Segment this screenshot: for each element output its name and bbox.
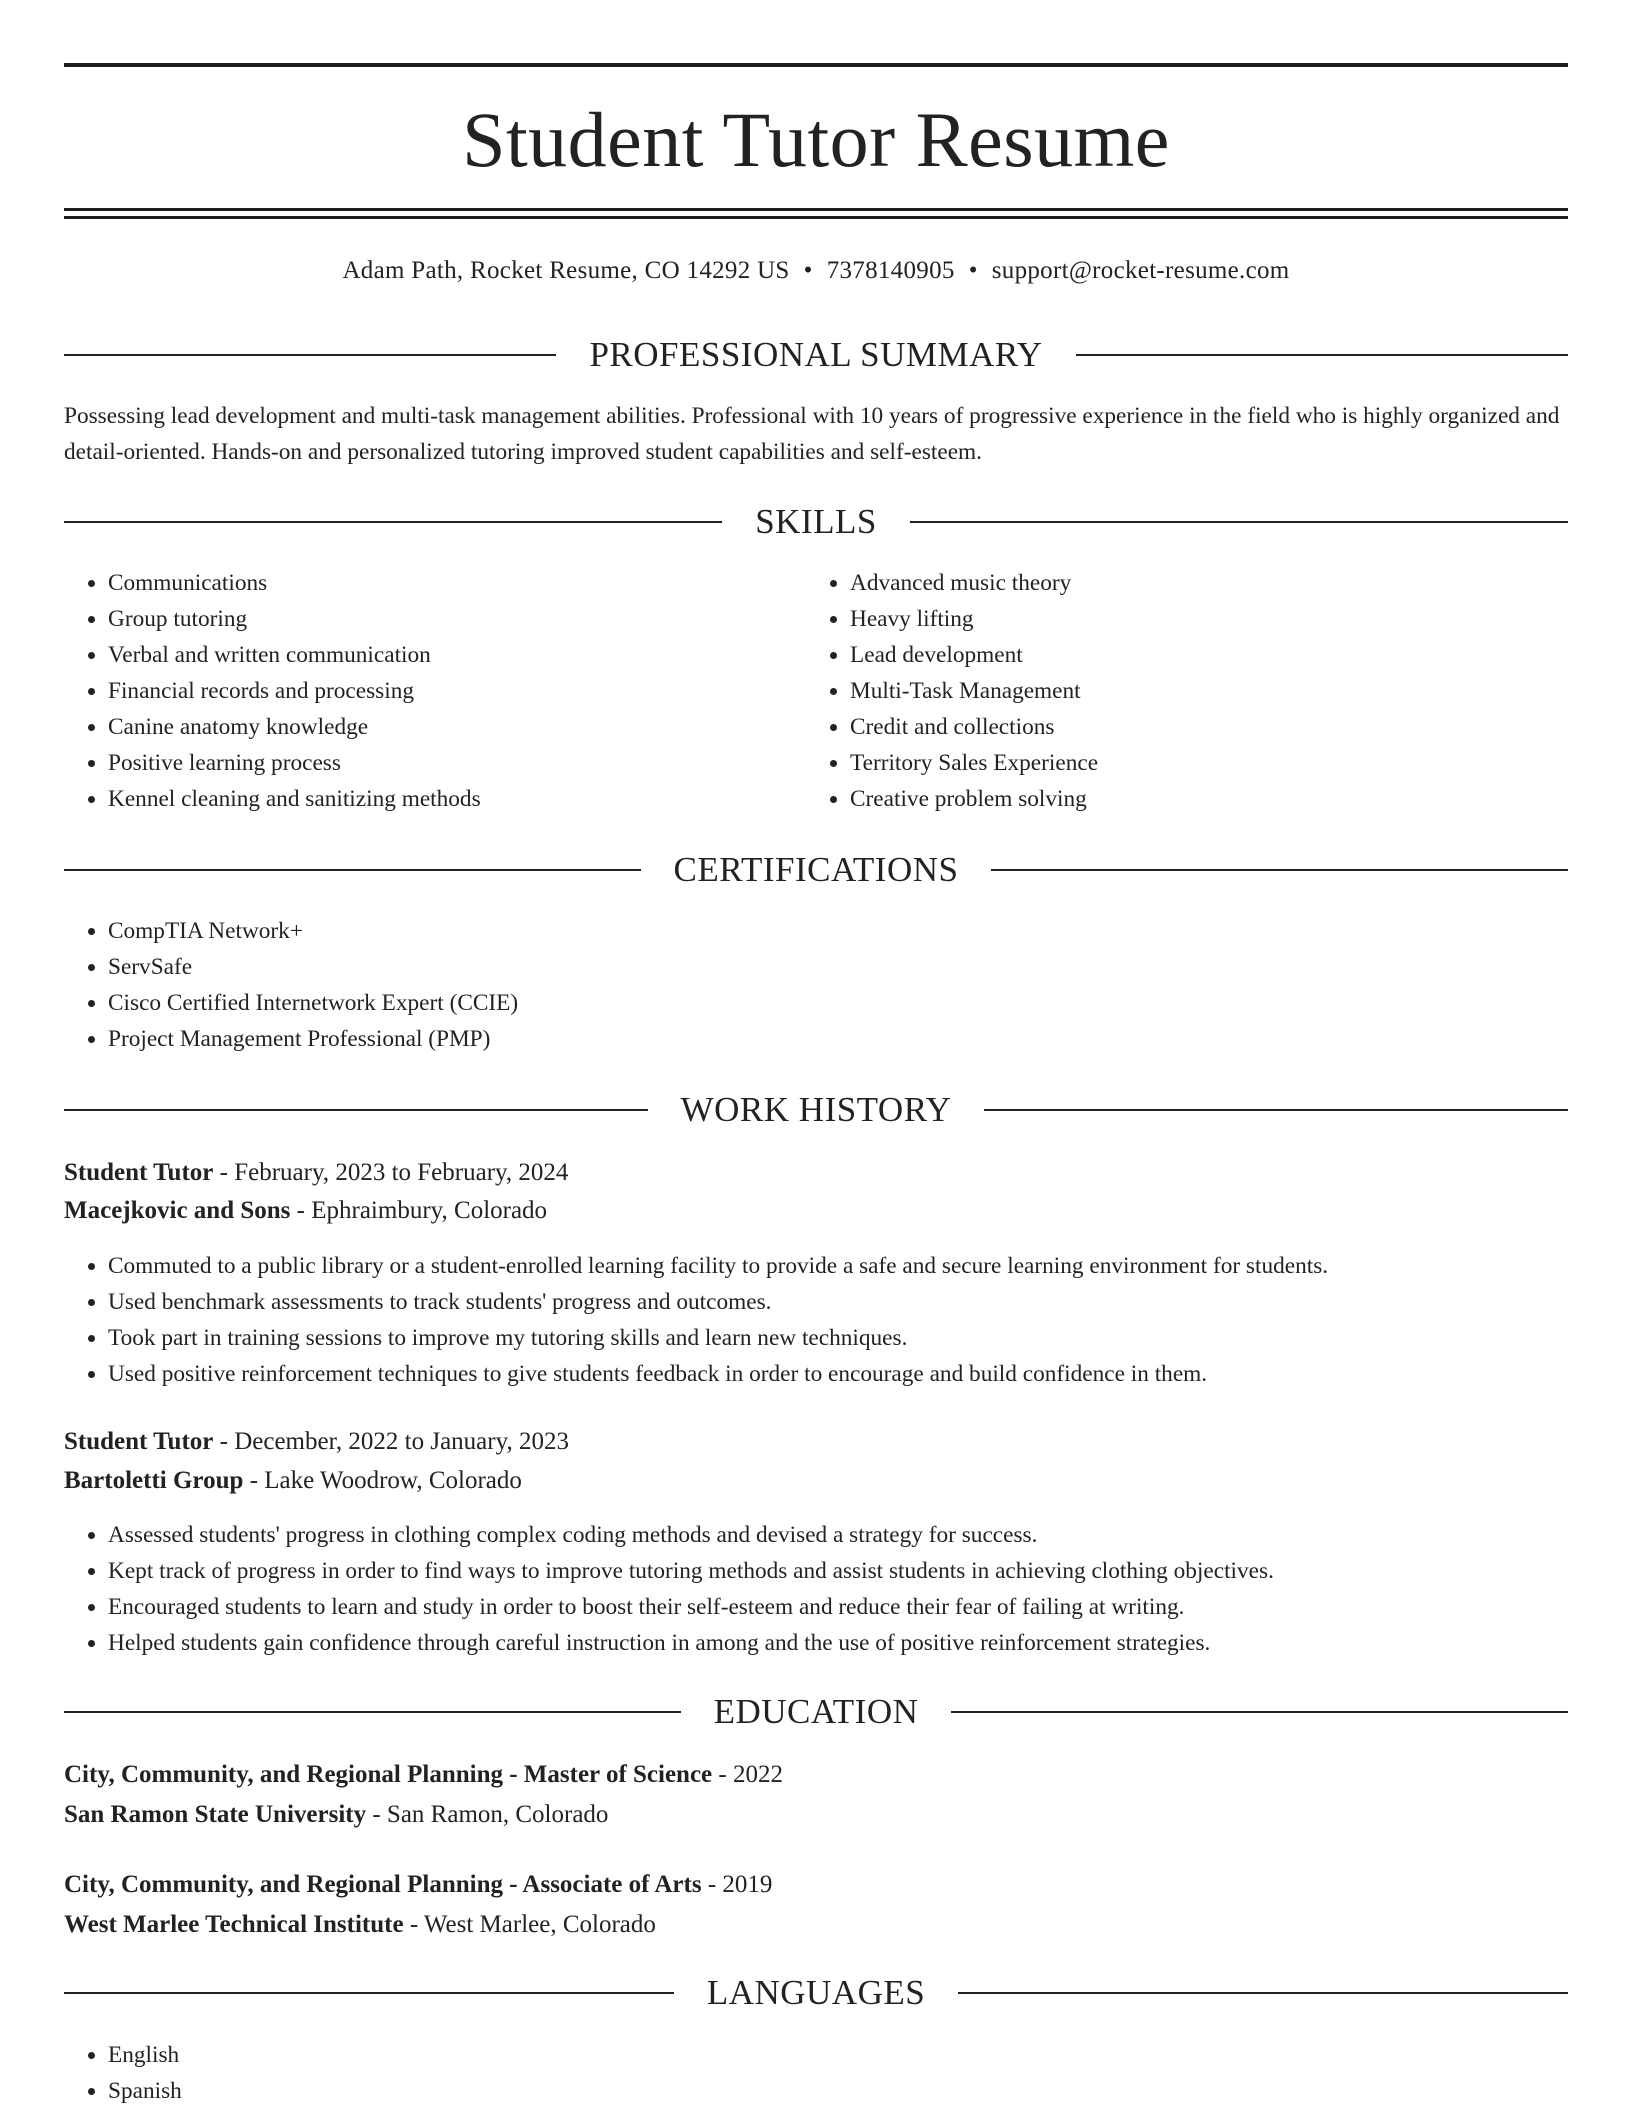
work-history-heading [64,1088,1568,1132]
education-degree: City, Community, and Regional Planning - Associate of Arts [64,1871,702,1898]
heading-rule [910,521,1568,523]
contact-line [64,252,1568,290]
languages-heading [64,1971,1568,2015]
certification-item: • Cisco Certified Internetwork Expert (CCIE) [108,985,1508,1021]
skill-item: • Advanced music theory [850,565,1550,601]
heading-rule [64,521,722,523]
job-bullet: • Encouraged students to learn and study in order to boost their self-esteem and reduce their fear of failing at writing. [108,1589,1608,1625]
heading-rule [951,1711,1568,1713]
skill-item: • Kennel cleaning and sanitizing methods [108,781,808,817]
section-title: CERTIFICATIONS [673,850,959,889]
job-company: Macejkovic and Sons [64,1197,291,1224]
job-bullet: • Helped students gain confidence through careful instruction in among and the use of positive reinforcement strategies. [108,1625,1608,1661]
certifications-heading [64,848,1568,892]
education-heading [64,1690,1568,1734]
job-title-line [64,1154,568,1192]
contact-separator: • [968,257,978,284]
heading-rule [64,1992,674,1994]
section-title: EDUCATION [713,1692,919,1731]
resume-title: Student Tutor Resume [462,96,1170,183]
title-double-rule-upper [64,208,1568,211]
education-school: West Marlee Technical Institute [64,1911,404,1938]
skill-item: • Territory Sales Experience [850,745,1550,781]
job-title: Student Tutor [64,1428,214,1455]
section-title: PROFESSIONAL SUMMARY [589,335,1043,374]
education-year: - 2022 [712,1761,783,1788]
job-title-line [64,1423,569,1461]
education-school-line [64,1906,656,1944]
education-degree-line [64,1756,783,1794]
contact-address: Adam Path, Rocket Resume, CO 14292 US [342,257,790,284]
job-bullets [64,1517,1608,1661]
skill-item: • Verbal and written communication [108,637,808,673]
skill-item: • Creative problem solving [850,781,1550,817]
heading-rule [1076,354,1568,356]
skill-item: • Group tutoring [108,601,808,637]
job-dates: - February, 2023 to February, 2024 [213,1159,569,1186]
contact-phone: 7378140905 [826,257,955,284]
contact-email: support@rocket-resume.com [991,257,1290,284]
job-bullet: • Took part in training sessions to improve my tutoring skills and learn new techniques. [108,1320,1608,1356]
certification-item: • Project Management Professional (PMP) [108,1021,1508,1057]
job-bullet: • Assessed students' progress in clothing complex coding methods and devised a strategy for success. [108,1517,1608,1553]
job-dates: - December, 2022 to January, 2023 [213,1428,569,1455]
education-school-line [64,1796,608,1834]
certifications-list [64,913,1508,1057]
heading-rule [958,1992,1568,1994]
skill-item: • Canine anatomy knowledge [108,709,808,745]
job-location: - Lake Woodrow, Colorado [243,1467,522,1494]
heading-rule [991,869,1568,871]
education-year: - 2019 [701,1871,773,1898]
summary-text: Possessing lead development and multi-task management abilities. Professional with 10 years of progressive experience in the field who is highly organized and detail-oriented. Hands-on and personalized tutoring improved student capabilities and self-esteem. [64,403,1560,465]
education-location: - San Ramon, Colorado [366,1801,609,1828]
skills-list-right [806,565,1550,817]
skill-item: • Heavy lifting [850,601,1550,637]
job-company-line [64,1462,522,1500]
skill-item: • Multi-Task Management [850,673,1550,709]
title-double-rule-lower [64,216,1568,219]
skill-item: • Lead development [850,637,1550,673]
heading-rule [64,1711,681,1713]
job-company-line [64,1192,547,1230]
section-title: WORK HISTORY [680,1090,952,1129]
job-bullet: • Kept track of progress in order to find ways to improve tutoring methods and assist students in achieving clothing objectives. [108,1553,1608,1589]
heading-rule [64,354,556,356]
summary-heading [64,333,1568,377]
section-title: LANGUAGES [706,1973,926,2012]
heading-rule [64,869,641,871]
job-bullet: • Used positive reinforcement techniques to give students feedback in order to encourage and build confidence in them. [108,1356,1608,1392]
education-degree: City, Community, and Regional Planning - Master of Science [64,1761,713,1788]
skills-list-left [64,565,808,817]
job-company: Bartoletti Group [64,1467,244,1494]
education-school: San Ramon State University [64,1801,367,1828]
languages-list [64,2037,808,2109]
skill-item: • Communications [108,565,808,601]
skills-heading [64,500,1568,544]
job-bullet: • Commuted to a public library or a student-enrolled learning facility to provide a safe and secure learning environment for students. [108,1248,1608,1284]
job-bullets [64,1248,1608,1392]
heading-rule [984,1109,1568,1111]
heading-rule [64,1109,648,1111]
certification-item: • CompTIA Network+ [108,913,1508,949]
job-bullet: • Used benchmark assessments to track students' progress and outcomes. [108,1284,1608,1320]
skill-item: • Financial records and processing [108,673,808,709]
job-location: - Ephraimbury, Colorado [290,1197,548,1224]
language-item: • Spanish [108,2073,808,2109]
contact-separator: • [803,257,813,284]
job-title: Student Tutor [64,1159,214,1186]
education-location: - West Marlee, Colorado [403,1911,656,1938]
top-rule [64,63,1568,67]
education-degree-line [64,1866,772,1904]
section-title: SKILLS [755,502,877,541]
certification-item: • ServSafe [108,949,1508,985]
skill-item: • Credit and collections [850,709,1550,745]
language-item: • English [108,2037,808,2073]
skill-item: • Positive learning process [108,745,808,781]
